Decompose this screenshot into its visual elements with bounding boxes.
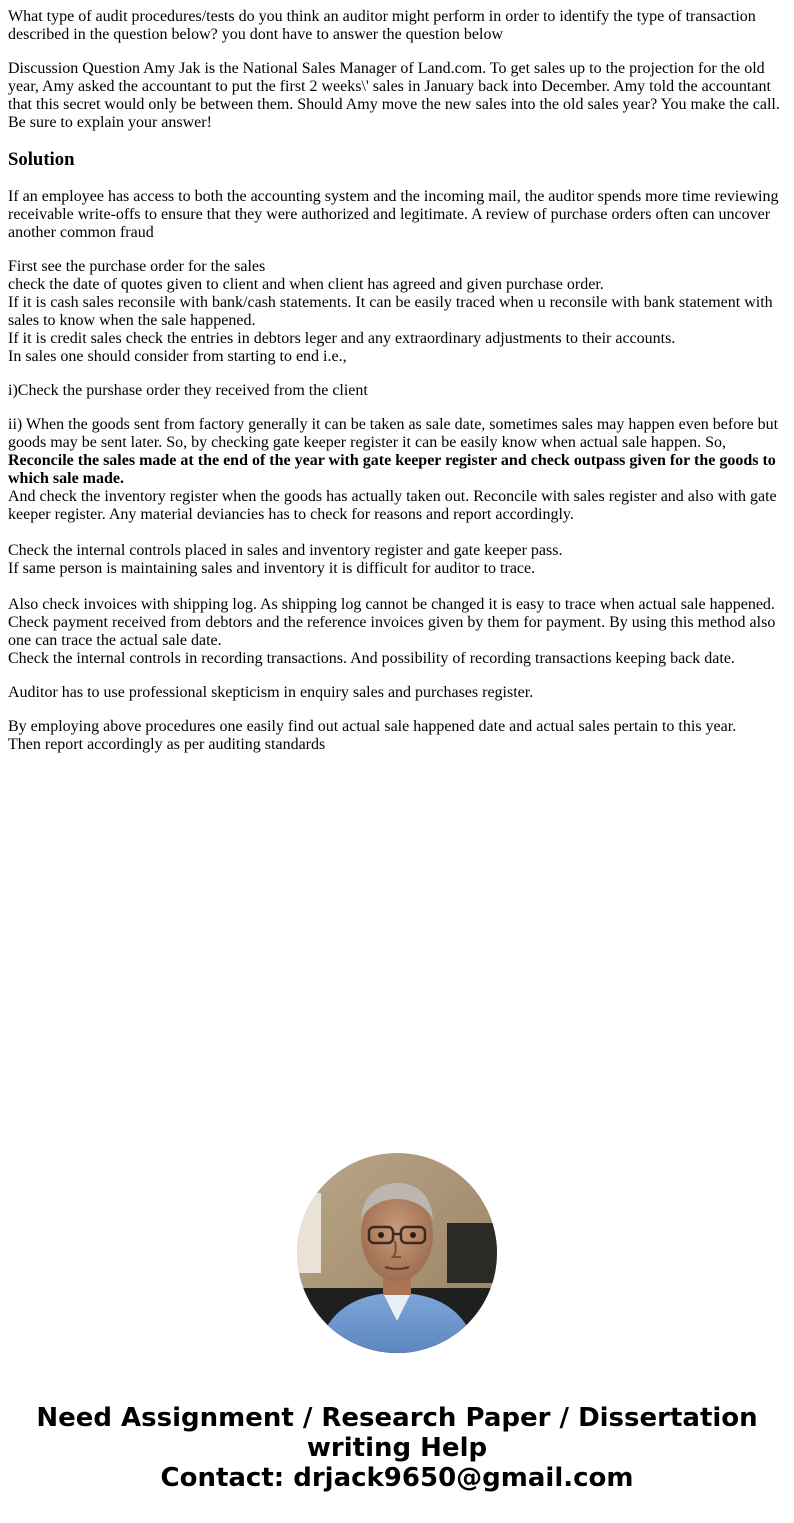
line-break	[8, 578, 786, 596]
item-ii	[8, 416, 786, 668]
item-i: i)Check the purshase order they received from the client	[8, 382, 368, 399]
controls-line: Check the internal controls placed in sales and inventory register and gate keeper pass.	[8, 542, 563, 559]
line-break	[8, 524, 786, 542]
promo-line: Need Assignment / Research Paper / Dissertation	[36, 1403, 758, 1433]
closing-line: By employing above procedures one easily find out actual sale happened date and actual sales pertain to this year.	[8, 718, 737, 735]
item-ii-text: ii) When the goods sent from factory generally it can be taken as sale date, sometimes sales may happen even before but goods may be sent later. So, by checking gate keeper register it can be easily know when actual sale happen. So,	[8, 416, 779, 451]
shipping-line: Check the internal controls in recording transactions. And possibility of recording transactions keeping back date.	[8, 650, 735, 667]
controls-line: If same person is maintaining sales and inventory it is difficult for auditor to trace.	[8, 560, 536, 577]
solution-steps	[8, 258, 786, 366]
step-line: check the date of quotes given to client and when client has agreed and given purchase order.	[8, 276, 604, 293]
item-ii-emphasis: Reconcile the sales made at the end of the year with gate keeper register and check outpass given for the goods to which sale made.	[8, 452, 776, 487]
promo-banner	[0, 1403, 794, 1493]
item-ii-followup: And check the inventory register when the goods has actually taken out. Reconcile with sales register and also with gate keeper register. Any material deviancies has to check for reasons and report accordingly.	[8, 488, 777, 523]
promo-line: writing Help	[306, 1433, 488, 1463]
step-line: If it is cash sales reconsile with bank/cash statements. It can be easily traced when u reconsile with bank statement with sales to know when the sale happened.	[8, 294, 773, 329]
closing-line: Then report accordingly as per auditing standards	[8, 736, 326, 753]
article	[8, 8, 786, 770]
promo-contact: Contact: drjack9650@gmail.com	[160, 1463, 634, 1493]
question-prompt: What type of audit procedures/tests do you think an auditor might perform in order to identify the type of transaction described in the question below? you dont have to answer the question below	[8, 8, 756, 43]
author-photo	[297, 1153, 497, 1353]
step-line: In sales one should consider from starting to end i.e.,	[8, 348, 347, 365]
solution-heading: Solution	[8, 149, 75, 170]
step-line: First see the purchase order for the sales	[8, 258, 266, 275]
step-line: If it is credit sales check the entries in debtors leger and any extraordinary adjustments to their accounts.	[8, 330, 676, 347]
skepticism-note: Auditor has to use professional skepticism in enquiry sales and purchases register.	[8, 684, 534, 701]
shipping-line: Also check invoices with shipping log. As shipping log cannot be changed it is easy to trace when actual sale happened.	[8, 596, 775, 613]
shipping-line: Check payment received from debtors and the reference invoices given by them for payment. By using this method also one can trace the actual sale date.	[8, 614, 776, 649]
closing	[8, 718, 786, 754]
discussion-question: Discussion Question Amy Jak is the National Sales Manager of Land.com. To get sales up to the projection for the old year, Amy asked the accountant to put the first 2 weeks\' sales in January back into December. Amy told the accountant that this secret would only be between them. Should Amy move the new sales into the old sales year? You make the call. Be sure to explain your answer!	[8, 60, 780, 131]
solution-intro: If an employee has access to both the accounting system and the incoming mail, the auditor spends more time reviewing receivable write-offs to ensure that they were authorized and legitimate. A review of purchase orders often can uncover another common fraud	[8, 188, 779, 241]
